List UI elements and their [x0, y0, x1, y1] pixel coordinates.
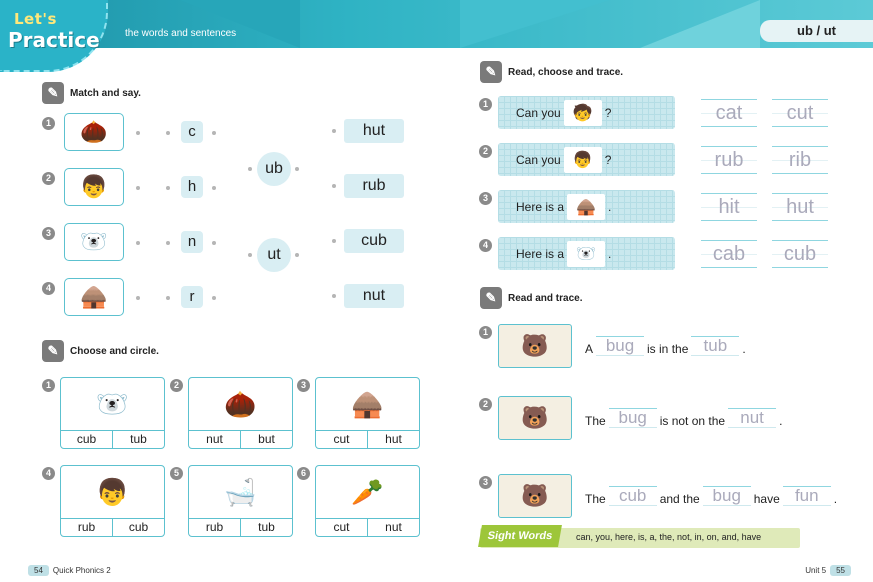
pencil-icon: ✎ [480, 61, 502, 83]
polar-bear-icon: 🐻‍❄️ [567, 241, 605, 267]
match-dot[interactable] [136, 186, 140, 190]
match-dot[interactable] [136, 131, 140, 135]
sentence-text: . [742, 342, 746, 356]
choice-options [189, 518, 292, 536]
sentence-punct: ? [604, 105, 612, 120]
match-dot[interactable] [332, 129, 336, 133]
item-number: 1 [42, 117, 55, 130]
match-dot[interactable] [136, 241, 140, 245]
trace-word-option[interactable]: hit [701, 193, 757, 221]
choice-card [188, 377, 293, 449]
section-title-trace [480, 287, 582, 309]
match-dot[interactable] [166, 131, 170, 135]
boy-face-icon: 🧒 [564, 100, 602, 126]
item-number: 5 [170, 467, 183, 480]
trace-word[interactable]: tub [691, 336, 739, 356]
trace-word-option[interactable]: cut [772, 99, 828, 127]
trace-sentence [585, 486, 837, 506]
choice-option[interactable]: cut [316, 431, 368, 448]
trace-word-option[interactable]: hut [772, 193, 828, 221]
trace-sentence [585, 408, 782, 428]
choice-option[interactable]: cub [61, 431, 113, 448]
badge-line-1: Let's [14, 10, 57, 28]
sentence-text: Here is a [516, 246, 565, 261]
sentence-text: have [753, 492, 780, 506]
match-dot[interactable] [295, 253, 299, 257]
item-number: 2 [170, 379, 183, 392]
choice-card [60, 465, 165, 537]
trace-sentence [585, 336, 746, 356]
choice-option[interactable]: but [258, 432, 275, 446]
cutting-vegetables-icon: 🥕 [351, 476, 384, 507]
word-tile: hut [344, 119, 404, 143]
choice-card [315, 465, 420, 537]
item-number: 2 [42, 172, 55, 185]
header-decoration [640, 0, 760, 48]
item-number: 6 [297, 467, 310, 480]
word-tile: cub [344, 229, 404, 253]
match-dot[interactable] [332, 184, 336, 188]
item-number: 4 [42, 282, 55, 295]
trace-word-option[interactable]: rib [772, 146, 828, 174]
sentence-text: is not on the [659, 414, 726, 428]
sentence-text: A [585, 342, 594, 356]
bear-thinking-icon: 🐻 [498, 396, 572, 440]
bear-in-tub-icon: 🐻 [498, 324, 572, 368]
sentence-text: is in the [647, 342, 689, 356]
bathtub-icon: 🛁 [224, 476, 257, 507]
header-decoration [180, 0, 300, 48]
item-number: 3 [42, 227, 55, 240]
footer-left [28, 565, 111, 576]
choice-option[interactable]: nut [385, 520, 402, 534]
item-number: 3 [479, 192, 492, 205]
choice-options [316, 518, 419, 536]
sentence-text: Here is a [516, 199, 565, 214]
hut-icon: 🛖 [567, 194, 605, 220]
choice-option[interactable]: hut [385, 432, 402, 446]
match-dot[interactable] [166, 296, 170, 300]
unit-tag: ub / ut [760, 20, 873, 42]
letter-tile: h [181, 176, 203, 198]
sentence-punct: ? [604, 152, 612, 167]
trace-word[interactable]: nut [728, 408, 776, 428]
badge-line-2: Practice [8, 28, 100, 52]
item-number: 4 [479, 239, 492, 252]
sentence-text: . [779, 414, 783, 428]
sentence-box [498, 190, 675, 223]
match-dot[interactable] [212, 131, 216, 135]
choice-card [315, 377, 420, 449]
sentence-text: Can you [516, 152, 561, 167]
choice-option[interactable]: cub [128, 520, 149, 534]
trace-word[interactable]: bug [609, 408, 657, 428]
item-number: 4 [42, 467, 55, 480]
page-number-left: 54 [28, 565, 49, 576]
sight-words-bar [480, 528, 800, 548]
footer-right [805, 565, 855, 576]
unit-label: Unit 5 [805, 566, 827, 575]
sentence-text: and the [659, 492, 700, 506]
choice-option[interactable]: tub [130, 432, 147, 446]
header-subtitle: the words and sentences [125, 28, 237, 39]
match-dot[interactable] [212, 241, 216, 245]
choice-option[interactable]: nut [189, 431, 241, 448]
pecans-icon: 🌰 [224, 388, 257, 419]
match-dot[interactable] [248, 167, 252, 171]
page-header [0, 0, 873, 48]
choice-options [316, 430, 419, 448]
choice-option[interactable]: rub [61, 519, 113, 536]
choice-card [188, 465, 293, 537]
child-icon: 👦 [64, 168, 124, 206]
sentence-text: The [585, 414, 606, 428]
trace-word-option[interactable]: cat [701, 99, 757, 127]
child-icon: 👦 [96, 476, 129, 507]
trace-word[interactable]: bug [596, 336, 644, 356]
word-tile: rub [344, 174, 404, 198]
match-dot[interactable] [166, 241, 170, 245]
header-decoration [460, 0, 610, 48]
section-title-match [42, 82, 141, 104]
match-dot[interactable] [295, 167, 299, 171]
child-icon: 👦 [564, 147, 602, 173]
item-number: 1 [479, 98, 492, 111]
sight-words-list: can, you, here, is, a, the, not, in, on, and, have [576, 532, 762, 542]
sentence-box [498, 143, 675, 176]
item-number: 1 [479, 326, 492, 339]
lets-practice-badge [0, 0, 108, 72]
sentence-text: The [585, 492, 606, 506]
choice-option[interactable]: rub [189, 519, 241, 536]
word-tile: nut [344, 284, 404, 308]
section-title-circle [42, 340, 159, 362]
choice-options [61, 430, 164, 448]
sentence-punct: . [608, 246, 612, 261]
item-number: 3 [479, 476, 492, 489]
match-dot[interactable] [212, 186, 216, 190]
pencil-icon: ✎ [42, 82, 64, 104]
section-title-choose [480, 61, 623, 83]
sentence-text: Can you [516, 105, 561, 120]
hut-icon: 🛖 [64, 278, 124, 316]
pencil-icon: ✎ [480, 287, 502, 309]
item-number: 2 [479, 398, 492, 411]
bear-with-bug-icon: 🐻 [498, 474, 572, 518]
polar-bear-icon: 🐻‍❄️ [64, 223, 124, 261]
section-title-text: Choose and circle. [70, 345, 159, 357]
item-number: 3 [297, 379, 310, 392]
trace-word-option[interactable]: cab [701, 240, 757, 268]
ending-circle: ub [257, 152, 291, 186]
choice-option[interactable]: tub [258, 520, 275, 534]
choice-card [60, 377, 165, 449]
section-title-text: Read, choose and trace. [508, 66, 624, 78]
sentence-box [498, 96, 675, 129]
letter-tile: c [181, 121, 203, 143]
match-dot[interactable] [248, 253, 252, 257]
trace-word-option[interactable]: cub [772, 240, 828, 268]
page-number-right: 55 [830, 565, 851, 576]
choice-option[interactable]: cut [316, 519, 368, 536]
trace-word-option[interactable]: rub [701, 146, 757, 174]
match-dot[interactable] [136, 296, 140, 300]
choice-options [189, 430, 292, 448]
trace-word[interactable]: fun [783, 486, 831, 506]
match-dot[interactable] [332, 239, 336, 243]
polar-bear-icon: 🐻‍❄️ [96, 388, 129, 419]
ending-circle: ut [257, 238, 291, 272]
match-dot[interactable] [166, 186, 170, 190]
sentence-text: . [833, 492, 838, 506]
item-number: 1 [42, 379, 55, 392]
trace-word[interactable]: bug [703, 486, 751, 506]
pencil-icon: ✎ [42, 340, 64, 362]
trace-word[interactable]: cub [609, 486, 657, 506]
sight-words-label: Sight Words [478, 525, 562, 547]
choice-options [61, 518, 164, 536]
letter-tile: r [181, 286, 203, 308]
match-dot[interactable] [332, 294, 336, 298]
section-title-text: Match and say. [70, 87, 141, 99]
match-dot[interactable] [212, 296, 216, 300]
hut-icon: 🛖 [351, 388, 384, 419]
book-title: Quick Phonics 2 [52, 566, 111, 575]
pecans-icon: 🌰 [64, 113, 124, 151]
sentence-box [498, 237, 675, 270]
letter-tile: n [181, 231, 203, 253]
sentence-punct: . [608, 199, 612, 214]
item-number: 2 [479, 145, 492, 158]
section-title-text: Read and trace. [508, 292, 583, 304]
